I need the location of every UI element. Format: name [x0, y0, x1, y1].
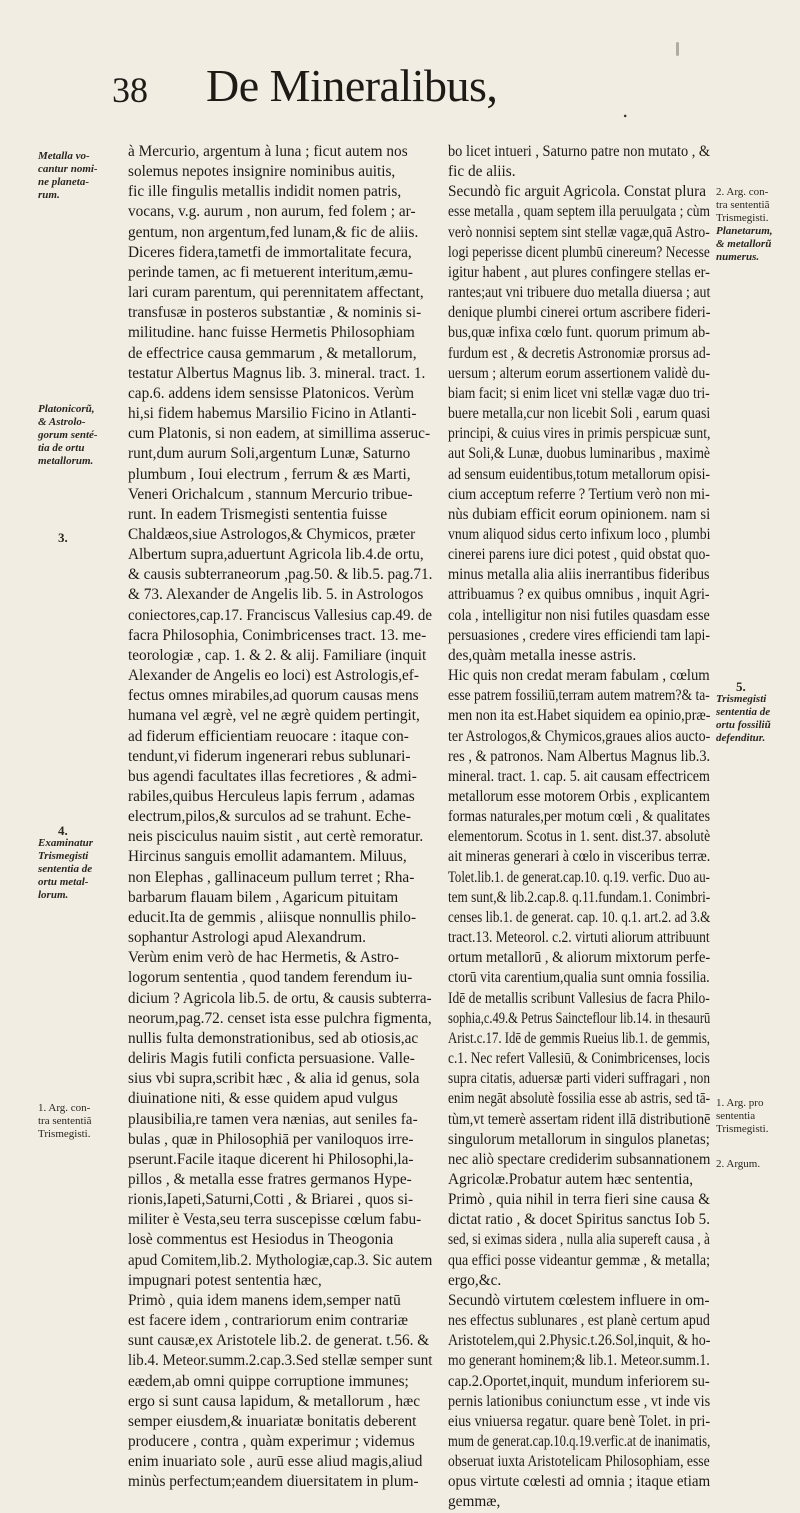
- text-line: cium acceptum referre ? Tertium verò non mi-: [448, 485, 710, 503]
- text-line: pernis lationibus coniunctum esse , vt inde vis: [448, 1392, 711, 1410]
- text-line: singulorum metallorum in singulos planetas;: [448, 1130, 710, 1148]
- text-line: igitur habent , aut plures confingere stellas er-: [448, 263, 710, 281]
- margin-note-line: 2. Argum.: [716, 1158, 761, 1170]
- text-line: bus,quæ infixa cœlo funt. quorum primum ab-: [448, 324, 710, 342]
- text-line: Alexander de Angelis eo loci) est Astrologis,ef-: [128, 667, 419, 685]
- text-line: bulas , quæ in Philosophiā per vaniloquos irre-: [128, 1130, 414, 1148]
- text-line: runt,dum aurum Soli,argentum Lunæ, Saturno: [128, 445, 411, 463]
- text-line: deliris Magis futili conficta persuasione. Valle-: [128, 1050, 415, 1068]
- text-line: à Mercurio, argentum à luna ; ficut autem nos: [128, 143, 408, 160]
- text-line: semper eiusdem,& inuariatæ bonitatis deberent: [128, 1412, 417, 1430]
- margin-note-line: ortu fossiliũ: [716, 719, 771, 731]
- text-line: buere metalla,cur non licebit Soli , earum quasi: [448, 405, 711, 423]
- text-line: cap.2.Oportet,inquit, mundum inferiorem su-: [448, 1372, 710, 1390]
- text-line: non Elephas , gallinaceum pullum terret ; Rha-: [128, 868, 415, 886]
- text-line: de effectrice causa gemmarum , & metallorum,: [128, 344, 417, 362]
- margin-note-line: cantur nomi-: [38, 163, 98, 175]
- text-line: persuasiones , credere vires efficiendi tam lapi-: [448, 626, 710, 644]
- text-line: qua effici posse videantur gemmæ , & metalla;: [448, 1251, 711, 1269]
- text-line: furdum est , & decretis Astronomiæ prorsus ad-: [448, 344, 711, 362]
- text-line: Tolet.lib.1. de generat.cap.10. q.19. verfic. Duo au-: [448, 868, 710, 886]
- text-line: militudine. hanc fuisse Hermetis Philosophiam: [128, 324, 415, 342]
- text-line: testatur Albertus Magnus lib. 3. mineral. tract. 1.: [128, 364, 426, 382]
- text-line: logorum sententia , quod tandem ferendum iu-: [128, 969, 413, 987]
- margin-note-examinatur: [38, 824, 93, 902]
- text-line: Chaldæos,siue Astrologos,& Chymicos, præter: [128, 525, 416, 543]
- margin-note-line: sententia de: [716, 706, 771, 718]
- margin-note-arg1-pro: [716, 1097, 768, 1136]
- margin-note-arg1-contra: [38, 1102, 91, 1141]
- text-line: ortum metallorū , & aliorum mixtorum perfe-: [448, 949, 711, 967]
- text-line: nullis fulta demonstrationibus, sed ab otiosis,ac: [128, 1029, 419, 1047]
- text-line: ad fiderum efficientiam reuocare : itaque con-: [128, 727, 409, 745]
- text-line: est facere idem , contrariorum enim contrariæ: [128, 1312, 408, 1330]
- text-line: producere , contra , quàm experimur ; videmus: [128, 1433, 415, 1450]
- text-line: impugnari potest sententia hæc,: [128, 1271, 322, 1289]
- text-line: bo licet intueri , Saturno patre non mutato , &: [448, 143, 711, 160]
- text-line: mineral. tract. 1. cap. 5. ait causam effectricem: [448, 767, 710, 785]
- margin-note-line: 2. Arg. con-: [716, 186, 769, 198]
- text-line: ter Astrologos,& Chymicos,graues alios aucto-: [448, 727, 711, 745]
- text-line: tem sunt,& lib.2.cap.8. q.11.fundam.1. Conimbri-: [448, 888, 711, 906]
- text-line: mo generant hominem;& lib.1. Meteor.summ.1.: [448, 1352, 710, 1370]
- right-text-column: [448, 142, 710, 1513]
- margin-note-defenditur: [716, 680, 771, 745]
- text-line: minus metalla alia aliis inerrantibus fideribus: [448, 566, 710, 584]
- text-line: teorologiæ , cap. 1. & 2. & alij. Familiare (inquit: [128, 646, 427, 664]
- margin-note-line: gorum senté-: [38, 429, 98, 441]
- text-line: censes lib.1. de generat. cap. 10. q.1. art.2. ad 3.&: [448, 908, 711, 926]
- text-line: tùm,vt temerè assertam rident illā distributionē: [448, 1110, 711, 1128]
- text-line: facra Philosophia, Conimbricenses tract. 13. me-: [128, 626, 427, 644]
- text-line: barbarum flauam bilem , Agaricum pituitam: [128, 888, 399, 906]
- text-line: fic de aliis.: [448, 163, 516, 181]
- text-line: ait mineras generari à cœlo in visceribus terræ.: [448, 848, 711, 866]
- text-line: biam facit; si enim licet vni stellæ vagæ duo tri-: [448, 384, 710, 402]
- text-line: bus agendi facultates illas fecretiores , & admi-: [128, 767, 417, 785]
- text-line: diuinatione niti, & esse quidem apud vulgus: [128, 1090, 398, 1108]
- text-line: ergo,&c.: [448, 1271, 502, 1289]
- text-line: eius vniuersa regatur. quare benè Tolet. in pri-: [448, 1412, 711, 1430]
- text-line: pserunt.Facile itaque dicerent hi Philosophi,la-: [128, 1150, 414, 1168]
- margin-note-line: Trismegisti.: [716, 212, 769, 224]
- text-line: des,quàm metalla inesse astris.: [448, 646, 637, 664]
- text-line: dictat ratio , & docet Spiritus sanctus Iob 5.: [448, 1211, 710, 1229]
- text-line: denique plumbi cinerei ortum ascribere fideri-: [448, 304, 711, 322]
- text-line: cum Platonis, si non eadem, at simillima asseruc-: [128, 425, 431, 443]
- text-line: educit.Ita de gemmis , aliisque nonnullis philo-: [128, 908, 417, 926]
- text-line: rantes;aut vni tribuere duo metalla diuersa ; aut: [448, 284, 711, 302]
- section-number: 3.: [58, 530, 68, 545]
- text-line: ad sensum euidentibus,totum metallorum opisi-: [448, 465, 711, 483]
- text-line: Secundò fic arguit Agricola. Constat plura: [448, 183, 707, 201]
- margin-note-arg2: [716, 1158, 760, 1171]
- text-line: rabiles,quibus Herculeus lapis ferrum , adamas: [128, 788, 415, 805]
- margin-note-line: ortu metal-: [38, 876, 89, 888]
- margin-note-line: sententia: [716, 1110, 756, 1122]
- text-line: perinde tamen, ac fi metuerent interitum,æmu-: [128, 263, 414, 281]
- margin-note-line: rum.: [38, 189, 60, 201]
- left-text-column: [128, 142, 432, 1492]
- margin-note-line: Metalla vo-: [38, 150, 90, 162]
- text-line: gentum, non argentum,fed lunam,& fic de aliis.: [128, 223, 419, 241]
- text-line: sunt causæ,ex Aristotele lib.2. de generat. t.56. &: [128, 1332, 430, 1350]
- text-line: plumbum , Ioui electrum , ferrum & æs Marti,: [128, 465, 411, 483]
- margin-note-line: & Astrolo-: [38, 416, 86, 428]
- text-line: tendunt,vi fiderum ingenerari rebus sublunari-: [128, 747, 411, 765]
- text-line: aut Soli,& Lunæ, duobus luminaribus , maximè: [448, 445, 711, 463]
- text-line: verò nonnisi septem sint stellæ vagæ,quā Astro-: [448, 223, 710, 241]
- page-header: [0, 0, 800, 130]
- text-line: sophantur Astrologi apud Alexandrum.: [128, 929, 366, 947]
- text-line: enim inuariato sole , aurū esse aliud magis,aliud: [128, 1453, 423, 1471]
- text-line: sed, si eximas sidera , nulla alia supereft causa , à: [448, 1231, 710, 1249]
- text-line: ctorū vita carentium,qualia sunt omnia fossilia.: [448, 969, 710, 987]
- text-line: c.1. Nec refert Vallesiū, & Conimbricenses, locis: [448, 1050, 710, 1068]
- text-line: ergo si sunt causa lapidum, & metallorum , hæc: [128, 1392, 421, 1410]
- margin-note-line: Examinatur: [38, 837, 94, 849]
- corner-mark: .: [622, 98, 629, 122]
- text-line: formas naturales,per motum cœli , & qualitates: [448, 808, 711, 826]
- text-line: sius vbi supra,scribit hæc , & alia id genus, sola: [128, 1070, 420, 1088]
- text-line: Albertum supra,aduertunt Agricola lib.4.de ortu,: [128, 546, 424, 564]
- text-line: obseruat iuxta Aristotelicam Philosophiam, esse: [448, 1453, 710, 1471]
- text-line: rionis,Iapeti,Saturni,Cotti , & Briarei , quos si-: [128, 1191, 414, 1209]
- paper-speck: [676, 42, 679, 56]
- margin-note-metalla: [38, 150, 98, 202]
- margin-note-line: 1. Arg. con-: [38, 1102, 91, 1114]
- text-line: lib.4. Meteor.summ.2.cap.3.Sed stellæ semper sunt: [128, 1352, 433, 1370]
- text-line: apud Comitem,lib.2. Mythologiæ,cap.3. Sic autem: [128, 1251, 433, 1269]
- text-line: gemmæ,: [448, 1493, 501, 1511]
- text-line: losè commentus est Hesiodus in Theogonia: [128, 1231, 394, 1249]
- text-line: dicium ? Agricola lib.5. de ortu, & causis subterra-: [128, 989, 432, 1007]
- margin-note-line: defenditur.: [716, 732, 766, 744]
- margin-note-line: lorum.: [38, 889, 69, 901]
- margin-note-arg2-contra: [716, 186, 773, 264]
- margin-note-line: & metallorũ: [716, 238, 772, 250]
- text-line: metallorum esse motorem Orbis , explicantem: [448, 788, 710, 805]
- text-line: vocans, v.g. aurum , non aurum, fed folem ; ar-: [128, 203, 416, 221]
- margin-note-line: tia de ortu: [38, 442, 85, 454]
- margin-note-line: Trismegisti: [38, 850, 89, 862]
- text-line: cap.6. addens idem sensisse Platonicos. Verùm: [128, 384, 415, 402]
- text-line: logi peperisse dicent plumbū cinereum? Necesse: [448, 243, 710, 261]
- text-line: enim negāt absolutè fossilia esse ab astris, sed tā-: [448, 1090, 711, 1108]
- margin-note-line: Trismegisti.: [716, 1123, 769, 1135]
- text-line: esse metalla , quam septem illa peruulgata ; cùm: [448, 203, 710, 221]
- text-line: opus virtute cœlesti ad omnia ; itaque etiam: [448, 1473, 711, 1491]
- text-line: militer è Vesta,seu terra suscepisse cœlum fabu-: [128, 1211, 422, 1229]
- text-line: nùs dubiam efficit eorum opinionem. nam si: [448, 505, 711, 523]
- running-title: De Mineralibus,: [206, 60, 498, 111]
- margin-note-line: Trismegisti.: [38, 1128, 91, 1140]
- text-line: Idē de metallis scribunt Vallesius de facra Philo-: [448, 989, 710, 1007]
- text-line: esse patrem fossiliū,terram autem matrem?& ta-: [448, 687, 710, 705]
- margin-note-line: Platonicorũ,: [38, 403, 95, 415]
- margin-note-line: tra sententiã: [716, 199, 770, 211]
- text-line: solemus nepotes insignire nominibus auitis,: [128, 163, 396, 181]
- text-line: & 73. Alexander de Angelis lib. 5. in Astrologos: [128, 586, 424, 604]
- text-line: humana vel ægrè, vel ne ægrè quidem pertingit,: [128, 707, 420, 725]
- text-line: fectus omnes mirabiles,ad quorum causas mens: [128, 687, 419, 705]
- text-line: runt. In eadem Trismegisti sententia fuisse: [128, 505, 388, 523]
- margin-note-line: 1. Arg. pro: [716, 1097, 764, 1109]
- text-line: uersum ; alterum eorum assertionem validè du-: [448, 364, 710, 382]
- margin-note-line: Planetarum,: [716, 225, 773, 237]
- text-line: lari curam parentum, qui perennitatem affectant,: [128, 284, 424, 302]
- margin-note-line: Trismegisti: [716, 693, 767, 705]
- text-line: & causis subterraneorum ,pag.50. & lib.5. pag.71.: [128, 566, 433, 584]
- margin-note-line: tra sententiã: [38, 1115, 92, 1127]
- text-line: pillos , & metalla esse fratres germanos Hype-: [128, 1170, 412, 1188]
- text-line: attribuamus ? ex quibus omnibus , inquit Agri-: [448, 586, 710, 604]
- text-line: Diceres fidera,tametfi de immortalitate fecura,: [128, 243, 412, 261]
- text-line: hi,si fidem habemus Marsilio Ficino in Atlanti-: [128, 405, 417, 423]
- text-line: Primò , quia idem manens idem,semper natū: [128, 1291, 401, 1309]
- margin-note-line: numerus.: [716, 251, 760, 263]
- text-line: supra citatis, aduersæ parti videri suffragari , non: [448, 1070, 711, 1088]
- margin-note-line: sententia de: [38, 863, 93, 875]
- text-line: transfusæ in posteros substantiæ , & nominis si-: [128, 304, 422, 322]
- text-line: principi, & cuius vires in primis perspicuæ sunt,: [448, 425, 711, 443]
- text-line: Hircinus sanguis emollit adamantem. Miluus,: [128, 848, 407, 866]
- page-number: 38: [112, 70, 148, 110]
- text-line: mum de generat.cap.10.q.19.verfic.at de inanimatis,: [448, 1433, 711, 1450]
- text-line: cola , intelligitur non nisi futiles quasdam esse: [448, 606, 710, 624]
- text-line: neis pisciculus nauim sistit , aut certè remoratur.: [128, 828, 424, 846]
- text-line: Secundò virtutem cœlestem influere in om-: [448, 1291, 710, 1309]
- text-line: Hic quis non credat meram fabulam , cœlum: [448, 667, 710, 685]
- margin-note-line: metallorum.: [38, 455, 94, 467]
- text-line: fic ille fingulis metallis indidit nomen patris,: [128, 183, 402, 201]
- text-line: eædem,ab omni quippe corruptione immunes;: [128, 1372, 409, 1390]
- text-line: nec aliò spectare crediderim subsannationem: [448, 1150, 711, 1168]
- text-line: res , & patronos. Nam Albertus Magnus lib.3.: [448, 747, 711, 765]
- text-line: Veneri Orichalcum , stannum Mercurio tribue-: [128, 485, 413, 503]
- text-line: cinerei parens iure dici potest , quid obstat quo-: [448, 546, 710, 564]
- section-number: 5.: [736, 679, 746, 694]
- text-line: coniectores,cap.17. Franciscus Vallesius cap.49. de: [128, 606, 432, 624]
- margin-note-section-3: [58, 531, 68, 544]
- text-line: neorum,pag.72. censet ista esse pulchra figmenta,: [128, 1009, 432, 1027]
- text-line: electrum,pilos,& surculos ad se trahunt. Eche-: [128, 808, 411, 826]
- text-line: Primò , quia nihil in terra fieri sine causa &: [448, 1191, 710, 1209]
- text-line: elementorum. Scotus in 1. sent. dist.37. absolutè: [448, 828, 711, 846]
- text-line: Arist.c.17. Idē de gemmis Rueius lib.1. de gemmis,: [448, 1029, 710, 1047]
- text-line: minùs perfectum;eandem diuersitatem in plum-: [128, 1473, 419, 1491]
- text-line: nes effectus sublunares , est planè certum apud: [448, 1312, 710, 1330]
- margin-note-line: ne planeta-: [38, 176, 90, 188]
- text-line: Aristotelem,qui 2.Physic.t.26.Sol,inquit, & ho-: [448, 1332, 711, 1350]
- text-line: Verùm enim verò de hac Hermetis, & Astro-: [128, 949, 400, 967]
- text-line: Agricolæ.Probatur autem hæc sententia,: [448, 1170, 694, 1188]
- text-line: vnum aliquod sidus certo infixum loco , plumbi: [448, 525, 711, 543]
- text-line: plausibilia,re tamen vera nænias, aut seniles fa-: [128, 1110, 418, 1128]
- text-line: tract.13. Meteorol. c.2. virtuti aliorum attribuunt: [448, 929, 710, 947]
- margin-note-platonicorum: [38, 403, 98, 468]
- text-line: sophia,c.49.& Petrus Saincteflour lib.14. in thesaurū: [448, 1009, 711, 1027]
- section-number: 4.: [58, 823, 68, 838]
- text-line: men non ita est.Habet siquidem ea opinio,præ-: [448, 707, 711, 725]
